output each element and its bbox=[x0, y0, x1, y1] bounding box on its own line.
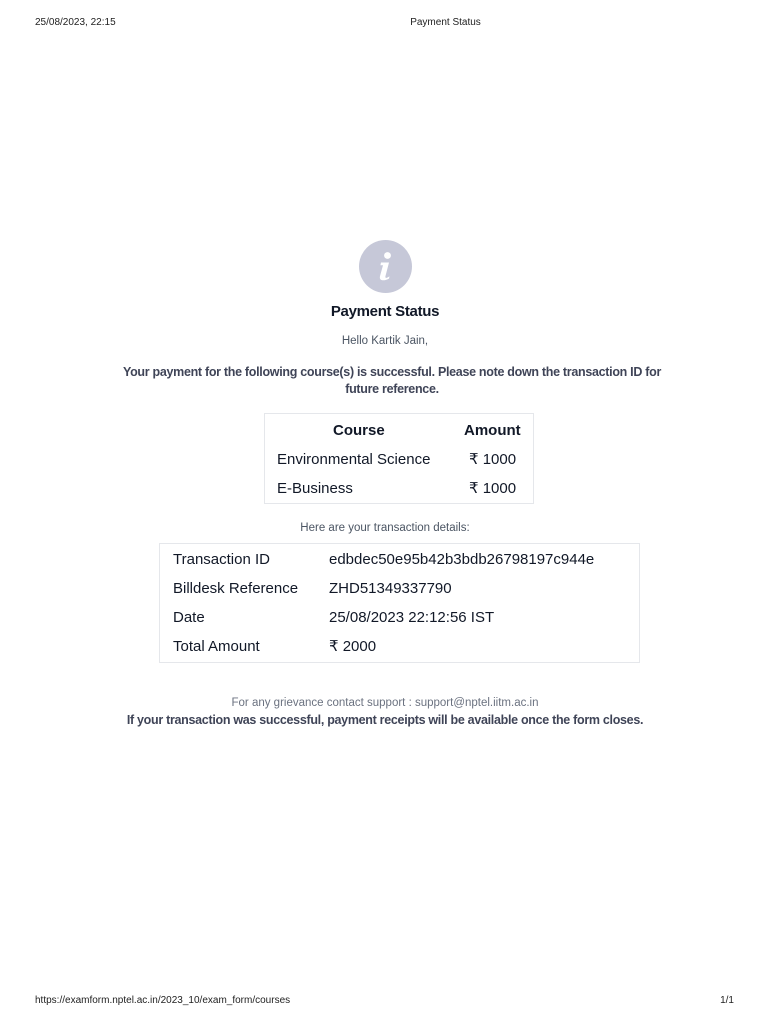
greeting-text: Hello Kartik Jain, bbox=[341, 335, 429, 347]
receipt-note: If your transaction was successful, payment receipts will be available once the form closes. bbox=[126, 713, 644, 727]
course-amount: ₹ 1000 bbox=[469, 480, 517, 497]
print-datetime: 25/08/2023, 22:15 bbox=[35, 17, 116, 28]
success-message: Your payment for the following course(s) is successful. Please note down the transaction ID for future reference. bbox=[122, 365, 662, 396]
print-page-title: Payment Status bbox=[410, 17, 481, 28]
course-amount: ₹ 1000 bbox=[469, 451, 517, 468]
course-table bbox=[264, 413, 534, 504]
print-page-number: 1/1 bbox=[720, 995, 734, 1006]
table-row bbox=[160, 603, 639, 632]
transaction-intro: Here are your transaction details: bbox=[300, 522, 470, 534]
table-row bbox=[160, 545, 639, 574]
course-name: E-Business bbox=[277, 480, 353, 497]
table-row bbox=[265, 474, 533, 503]
total-amount-value: ₹ 2000 bbox=[329, 638, 377, 655]
course-column-header: Course bbox=[333, 422, 385, 439]
amount-column-header: Amount bbox=[464, 422, 521, 439]
date-label: Date bbox=[173, 609, 205, 626]
billdesk-reference-label: Billdesk Reference bbox=[173, 580, 299, 597]
transaction-id-value: edbdec50e95b42b3bdb26798197c944e bbox=[329, 551, 595, 568]
print-url: https://examform.nptel.ac.in/2023_10/exam_form/courses bbox=[35, 995, 291, 1006]
transaction-id-label: Transaction ID bbox=[173, 551, 270, 568]
support-contact: For any grievance contact support : support@nptel.iitm.ac.in bbox=[231, 697, 539, 709]
total-amount-label: Total Amount bbox=[173, 638, 260, 655]
course-name: Environmental Science bbox=[277, 451, 431, 468]
date-value: 25/08/2023 22:12:56 IST bbox=[329, 609, 495, 626]
table-row bbox=[265, 445, 533, 474]
transaction-table bbox=[159, 543, 640, 663]
course-table-header bbox=[265, 416, 533, 445]
info-icon bbox=[359, 240, 412, 293]
table-row bbox=[160, 574, 639, 603]
billdesk-reference-value: ZHD51349337790 bbox=[329, 580, 452, 597]
page-title: Payment Status bbox=[330, 303, 440, 320]
table-row bbox=[160, 632, 639, 661]
